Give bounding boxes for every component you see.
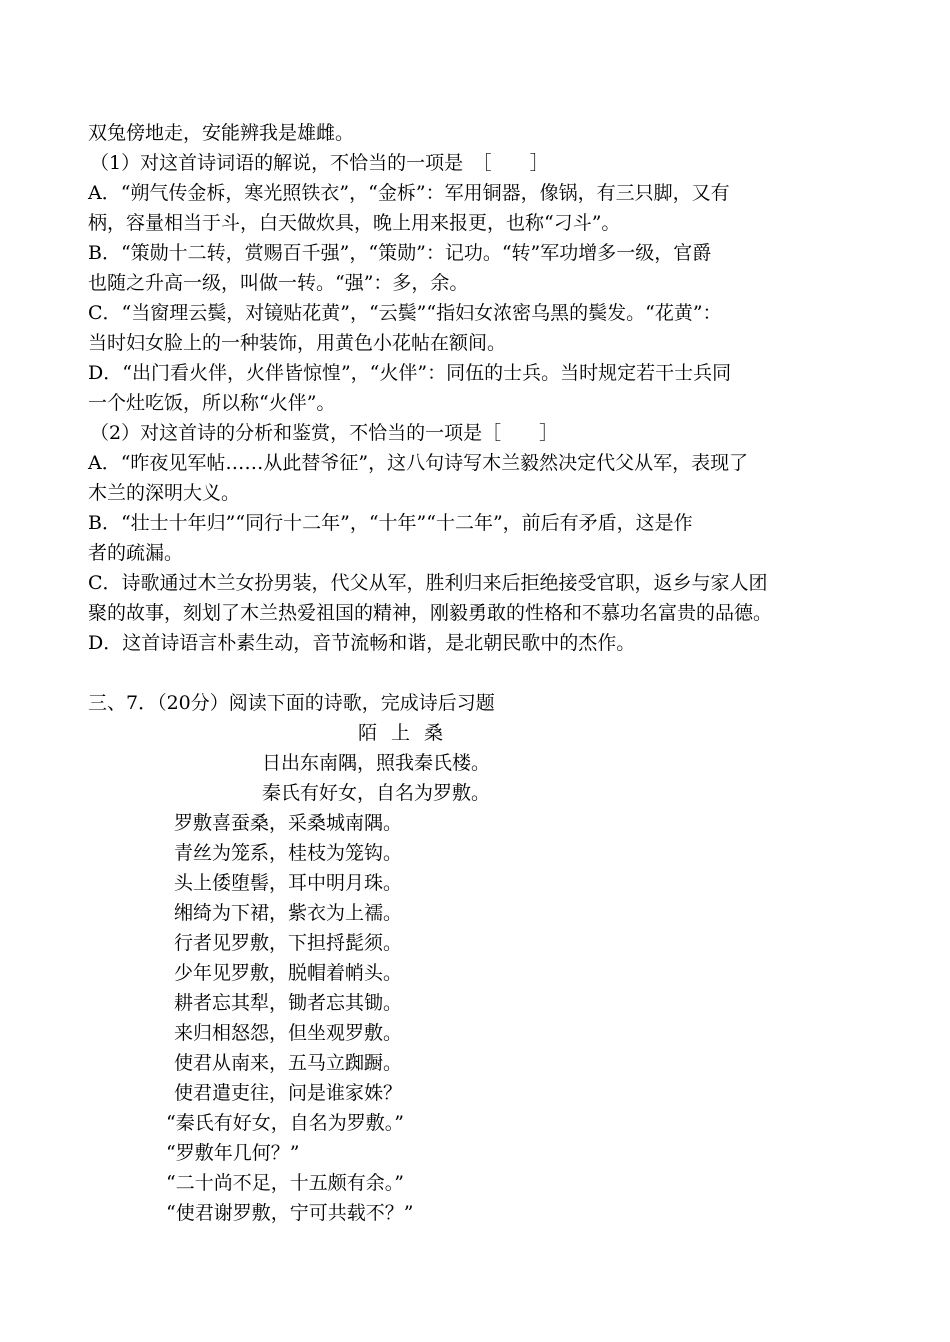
- question-1-option-c-line-2: 当时妇女脸上的一种装饰，用黄色小花帖在额间。: [88, 332, 507, 354]
- poem-quote-line: “罗敷年几何？”: [166, 1142, 300, 1164]
- poem-line: 来归相怒怨，但坐观罗敷。: [174, 1022, 403, 1044]
- poem-line: 使君从南来，五马立踟蹰。: [174, 1052, 403, 1074]
- question-1-option-a-line-2: 柄，容量相当于斗，白天做炊具，晚上用来报更，也称“刁斗”。: [88, 212, 621, 234]
- poem-line: 罗敷喜蚕桑，采桑城南隅。: [174, 812, 403, 834]
- question-1-option-d-line-1: D．“出门看火伴，火伴皆惊惶”，“火伴”：同伍的士兵。当时规定若干士兵同: [88, 362, 732, 384]
- poem-line: 使君遣吏往，问是谁家姝？: [174, 1082, 403, 1104]
- question-1-stem: （1）对这首诗词语的解说，不恰当的一项是 ［ ］: [90, 152, 549, 174]
- question-1-option-b-line-2: 也随之升高一级，叫做一转。“强”：多，余。: [88, 272, 469, 294]
- question-2-option-c-line-2: 聚的故事，刻划了木兰热爱祖国的精神，刚毅勇敢的性格和不慕功名富贵的品德。: [88, 602, 773, 624]
- question-2-stem: （2）对这首诗的分析和鉴赏，不恰当的一项是［ ］: [90, 422, 559, 444]
- question-1-option-c-line-1: C．“当窗理云鬓，对镜贴花黄”，“云鬓”“指妇女浓密乌黑的鬓发。“花黄”：: [88, 302, 722, 324]
- poem-intro-line-2: 秦氏有好女，自名为罗敷。: [262, 782, 491, 804]
- document-page: [88, 118, 878, 1228]
- question-1-option-d-line-2: 一个灶吃饭，所以称“火伴”。: [88, 392, 336, 414]
- poem-line: 头上倭堕髻，耳中明月珠。: [174, 872, 403, 894]
- poem-line: 青丝为笼系，桂枝为笼钩。: [174, 842, 403, 864]
- poem-line: 缃绮为下裙，紫衣为上襦。: [174, 902, 403, 924]
- poem-intro-line-1: 日出东南隅，照我秦氏楼。: [262, 752, 491, 774]
- poem-line: 少年见罗敷，脱帽着帩头。: [174, 962, 403, 984]
- poem-quote-line: “秦氏有好女，自名为罗敷。”: [166, 1112, 404, 1134]
- question-2-option-b-line-1: B．“壮士十年归”“同行十二年”，“十年”“十二年”，前后有矛盾，这是作: [88, 512, 693, 534]
- poem-quote-line: “使君谢罗敷，宁可共载不？”: [166, 1202, 414, 1224]
- poem-line: 行者见罗敷，下担捋髭须。: [174, 932, 403, 954]
- section-3-heading: 三、7．（20分）阅读下面的诗歌，完成诗后习题: [88, 692, 495, 714]
- question-2-option-c-line-1: C．诗歌通过木兰女扮男装，代父从军，胜利归来后拒绝接受官职，返乡与家人团: [88, 572, 768, 594]
- question-2-option-d-line-1: D．这首诗语言朴素生动，音节流畅和谐，是北朝民歌中的杰作。: [88, 632, 636, 654]
- section-spacer: [88, 658, 878, 688]
- poem-title: 陌上桑: [358, 722, 458, 744]
- question-2-option-a-line-1: A．“昨夜见军帖……从此替爷征”，这八句诗写木兰毅然决定代父从军，表现了: [88, 452, 749, 474]
- poem-line: 耕者忘其犁，锄者忘其锄。: [174, 992, 403, 1014]
- question-2-option-a-line-2: 木兰的深明大义。: [88, 482, 241, 504]
- question-1-option-b-line-1: B．“策勋十二转，赏赐百千强”，“策勋”：记功。“转”军功增多一级，官爵: [88, 242, 712, 264]
- poem-quote-line: “二十尚不足，十五颇有余。”: [166, 1172, 404, 1194]
- question-2-option-b-line-2: 者的疏漏。: [88, 542, 184, 564]
- question-1-option-a-line-1: A．“朔气传金柝，寒光照铁衣”，“金柝”：军用铜器，像锅，有三只脚，又有: [88, 182, 730, 204]
- previous-poem-last-line: 双兔傍地走，安能辨我是雄雌。: [88, 122, 355, 144]
